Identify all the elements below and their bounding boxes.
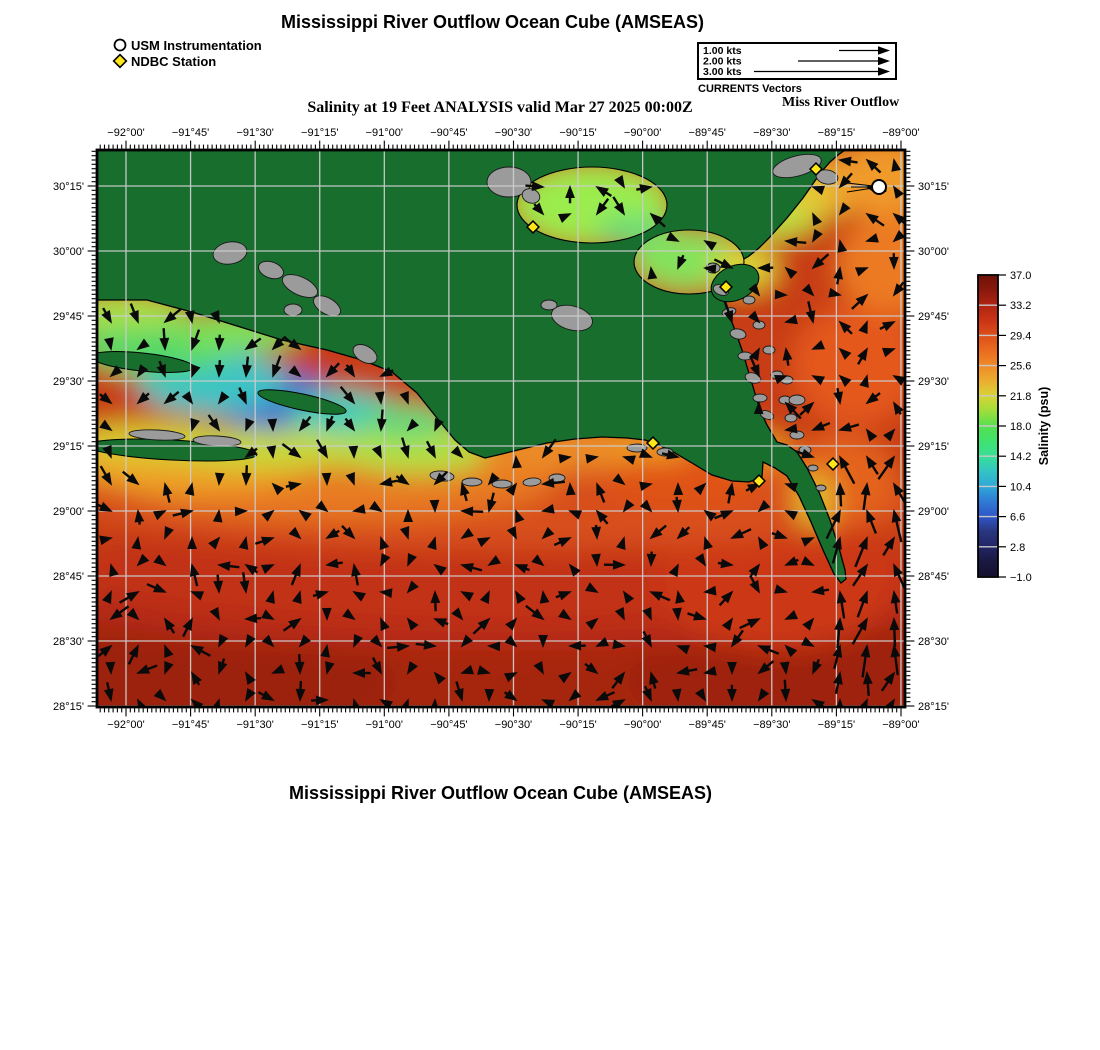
colorbar-tick-label: 29.4 — [1010, 330, 1032, 343]
usm-legend-label: USM Instrumentation — [131, 37, 262, 53]
vector-key-caption: CURRENTS Vectors — [698, 83, 802, 95]
x-tick-label-top: −91°00' — [365, 127, 404, 139]
x-tick-label-bottom: −90°15' — [559, 719, 597, 731]
x-tick-label-bottom: −89°30' — [753, 719, 791, 731]
y-tick-label-right: 29°45' — [918, 311, 949, 323]
y-tick-label-right: 28°15' — [918, 701, 949, 713]
y-tick-label-right: 29°00' — [918, 506, 949, 518]
y-tick-label-left: 30°00' — [53, 246, 84, 258]
y-tick-label-right: 28°45' — [918, 571, 949, 583]
x-tick-label-bottom: −91°00' — [365, 719, 404, 731]
y-tick-label-right: 29°15' — [918, 441, 949, 453]
y-tick-label-left: 29°30' — [53, 376, 84, 388]
x-tick-label-top: −90°45' — [430, 127, 468, 139]
colorbar-title: Salinity (psu) — [1037, 386, 1051, 466]
colorbar-tick-label: 10.4 — [1010, 481, 1032, 494]
colorbar-tick-label: −1.0 — [1010, 572, 1032, 584]
x-tick-label-top: −89°45' — [688, 127, 726, 139]
y-tick-label-left: 28°30' — [53, 636, 84, 648]
x-tick-label-top: −91°45' — [171, 127, 210, 139]
y-tick-label-right: 30°15' — [918, 181, 949, 193]
y-tick-label-left: 28°15' — [53, 701, 84, 713]
colorbar-tick-label: 14.2 — [1010, 451, 1032, 464]
y-tick-label-right: 30°00' — [918, 246, 949, 258]
miss-river-outflow-label: Miss River Outflow — [782, 95, 900, 110]
x-tick-label-bottom: −90°00' — [623, 719, 662, 731]
y-tick-label-left: 29°00' — [53, 506, 84, 518]
x-tick-label-top: −89°30' — [753, 127, 791, 139]
y-tick-label-left: 29°15' — [53, 441, 84, 453]
colorbar-tick-label: 25.6 — [1010, 360, 1032, 373]
map-area — [37, 110, 961, 750]
x-tick-label-top: −89°15' — [817, 127, 856, 139]
x-tick-label-bottom: −89°15' — [817, 719, 856, 731]
y-tick-label-left: 29°45' — [53, 311, 84, 323]
colorbar — [978, 270, 1051, 584]
x-tick-label-bottom: −90°45' — [430, 719, 468, 731]
x-tick-label-bottom: −91°45' — [171, 719, 210, 731]
figure-title-top: Mississippi River Outflow Ocean Cube (AMSEAS) — [280, 12, 705, 32]
colorbar-tick-label: 21.8 — [1010, 390, 1032, 403]
y-tick-label-right: 28°30' — [918, 636, 949, 648]
x-tick-label-bottom: −90°30' — [494, 719, 533, 731]
colorbar-tick-label: 18.0 — [1010, 421, 1032, 433]
vector-key-label: 3.00 kts — [703, 66, 742, 77]
x-tick-label-top: −90°15' — [559, 127, 597, 139]
ndbc-legend-label: NDBC Station — [131, 53, 217, 69]
y-tick-label-right: 29°30' — [918, 376, 949, 388]
x-tick-label-top: −90°30' — [494, 127, 533, 139]
vector-key-label: 1.00 kts — [703, 45, 742, 57]
colorbar-tick-label: 37.0 — [1010, 270, 1032, 282]
y-tick-label-left: 30°15' — [53, 181, 84, 193]
x-tick-label-bottom: −89°45' — [688, 719, 726, 731]
colorbar-tick-label: 2.8 — [1010, 541, 1026, 554]
x-tick-label-top: −89°00' — [882, 127, 920, 139]
y-tick-label-left: 28°45' — [53, 571, 84, 583]
x-tick-label-top: −91°15' — [301, 127, 339, 139]
x-tick-label-top: −91°30' — [236, 127, 274, 139]
x-tick-label-top: −90°00' — [623, 127, 662, 139]
x-tick-label-bottom: −92°00' — [107, 719, 145, 731]
x-tick-label-bottom: −91°30' — [236, 719, 274, 731]
x-tick-label-bottom: −89°00' — [882, 719, 920, 731]
x-tick-label-bottom: −91°15' — [301, 719, 339, 731]
figure-title-bottom: Mississippi River Outflow Ocean Cube (AMSEAS) — [288, 783, 713, 803]
colorbar-tick-label: 6.6 — [1010, 511, 1026, 524]
x-tick-label-top: −92°00' — [107, 127, 145, 139]
vector-key-label: 2.00 kts — [703, 55, 742, 68]
colorbar-tick-label: 33.2 — [1010, 300, 1032, 313]
analysis-subtitle: Salinity at 19 Feet ANALYSIS valid Mar 27 2025 00:00Z — [307, 99, 693, 116]
